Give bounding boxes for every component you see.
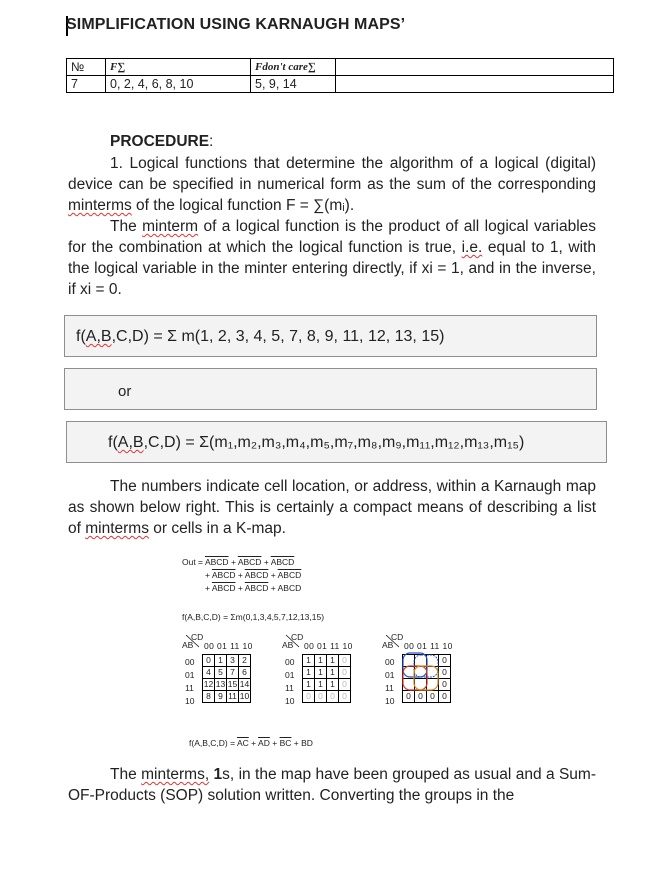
kmap-cell: 8 (203, 691, 215, 703)
term: ABCD (211, 583, 236, 593)
ab-label: AB (382, 640, 394, 650)
p2-text-end: equal to 1, with the logical variable in the minter entering directly, if xi = 1, and in the inverse, if xi = 0. (68, 239, 596, 298)
procedure-heading (110, 133, 213, 151)
kmap-grid (302, 654, 351, 703)
kmap-cell: 1 (327, 655, 339, 667)
procedure-heading-colon: : (209, 133, 214, 150)
kmap-cell: 0 (439, 691, 451, 703)
kmap-cell: 0 (303, 691, 315, 703)
plus: + (205, 583, 210, 593)
kmap-cell: 0 (339, 667, 351, 679)
p1-text: 1. Logical functions that determine the algorithm of a logical (digital) device can be specified in numerical form as the sum of the corresponding (68, 155, 596, 193)
kmap-cell: 1 (303, 679, 315, 691)
col-label: 01 (317, 641, 328, 651)
kmap-paragraph (68, 476, 596, 539)
row-label: 01 (185, 670, 195, 680)
kmap-cell: 0 (439, 679, 451, 691)
sum-expression: f(A,B,C,D) = Σm(0,1,3,4,5,7,12,13,15) (182, 612, 325, 622)
kmap-cell: 0 (339, 691, 351, 703)
result-expression (189, 738, 313, 748)
kmap-cell: 1 (327, 679, 339, 691)
kmap-cell: 13 (215, 679, 226, 689)
kmap-cell: 1 (315, 655, 327, 667)
kmap-cell: 1 (327, 667, 339, 679)
fx1-post: ,C,D) = Σ m(1, 2, 3, 4, 5, 7, 8, 9, 11, 12, 13, 15) (111, 328, 445, 345)
kmap-cell: 0 (203, 655, 215, 667)
plus: + (270, 570, 276, 580)
row-label: 01 (385, 670, 395, 680)
col-labels (204, 641, 253, 651)
or-box (64, 368, 597, 410)
p1-minterms-word: minterms (68, 197, 132, 214)
col-label: 11 (230, 641, 240, 651)
col-labels (404, 641, 453, 651)
row-label: 10 (285, 696, 295, 706)
p2-text: The (110, 218, 143, 235)
or-text: or (118, 383, 132, 400)
fx2-pre: f( (108, 434, 118, 451)
result-term: BD (301, 738, 313, 748)
kmap-addresses (182, 632, 274, 706)
result-term: $\overline{AD}$ (258, 738, 270, 748)
p2-text-mid: of a logical function is the product of all logical variables for the combination at which the logical function is true, (68, 218, 597, 256)
kmap-cell: 0 (439, 667, 451, 679)
row-label: 01 (285, 670, 295, 680)
plus: + (237, 570, 243, 580)
kmap-cell: 0 (327, 691, 339, 703)
cd-label: CD (291, 632, 304, 642)
result-prefix: f(A,B,C,D) = (189, 738, 236, 748)
term: ABCD (237, 557, 262, 567)
kmap-cell: 1 (315, 679, 327, 691)
kmap-cell: 0 (415, 691, 427, 703)
result-term: $\overline{AC}$ (236, 738, 249, 748)
plus: + (293, 738, 299, 748)
out-expression-line-2 (205, 570, 301, 580)
p2-minterm-word: minterm (142, 218, 199, 235)
fx2-post: ,C,D) = Σ(m₁,m₂,m₃,m₄,m₅,m₇,m₈,m₉,m₁₁,m₁₂,m₁₃,m₁₅) (143, 434, 525, 451)
diagonal-line (285, 632, 304, 648)
table-header-cell: № (67, 59, 106, 76)
page-title: SIMPLIFICATION USING KARNAUGH MAPS’ (66, 16, 406, 33)
kmap-cell: 12 (203, 679, 214, 689)
kmap-cell: 0 (403, 691, 415, 703)
col-label: 10 (242, 641, 253, 651)
plus: + (251, 738, 257, 748)
row-label: 10 (185, 696, 195, 706)
table-row (67, 76, 614, 93)
out-expression-line-1 (182, 557, 294, 567)
fx2-ab: A,B (117, 434, 144, 451)
procedure-heading-text: PROCEDURE (110, 133, 210, 150)
p3-text-end: or cells in a K-map. (148, 520, 286, 537)
p4-text: The (110, 766, 142, 783)
row-label: 11 (385, 683, 394, 693)
row-label: 00 (385, 657, 395, 667)
table-cell: 0, 2, 4, 6, 8, 10 (106, 76, 251, 93)
p4-bold-one: 1 (213, 766, 223, 783)
col-label: 00 (204, 641, 215, 651)
fx1-pre: f( (76, 328, 86, 345)
function-box-2 (66, 421, 607, 463)
table-header-cell: F∑ (106, 59, 251, 76)
ab-label: AB (182, 640, 194, 650)
cd-label: CD (191, 632, 204, 642)
plus: + (237, 583, 243, 593)
row-label: 00 (185, 657, 195, 667)
kmap-cell: 0 (427, 691, 439, 703)
col-label: 00 (404, 641, 415, 651)
kmap-grid (202, 654, 251, 703)
col-label: 01 (217, 641, 228, 651)
procedure-paragraph-2 (68, 216, 596, 300)
kmap-cell: 0 (339, 655, 351, 667)
kmap-cell: 1 (315, 667, 327, 679)
kmap-cell: 4 (203, 667, 215, 679)
cd-label: CD (391, 632, 404, 642)
group-loops (400, 652, 452, 694)
p3-minterms-word: minterms (85, 520, 149, 537)
diagonal-line (385, 632, 404, 648)
sop-paragraph (68, 764, 596, 806)
col-labels (304, 641, 353, 651)
row-label: 00 (285, 657, 295, 667)
function-box-1 (64, 315, 597, 357)
term: ABCD (277, 570, 302, 580)
kmap-cell: 2 (239, 655, 251, 667)
term: ABCD (204, 557, 229, 567)
table-cell (336, 76, 614, 93)
p1-text-end: of the logical function F = ∑(mᵢ). (131, 197, 355, 214)
col-label: 00 (304, 641, 315, 651)
plus: + (205, 570, 210, 580)
kmap-cell: 9 (215, 691, 227, 703)
out-expression-line-3 (205, 583, 301, 593)
plus: + (270, 583, 276, 593)
p4-minterms-word: minterms, (141, 766, 210, 783)
fx1-ab: A,B (85, 328, 112, 345)
diagonal-line (185, 632, 204, 648)
procedure-paragraph-1 (68, 153, 596, 216)
col-label: 01 (417, 641, 428, 651)
col-label: 10 (442, 641, 453, 651)
variant-table (66, 58, 614, 93)
out-prefix: Out = (182, 557, 204, 567)
plus: + (230, 557, 236, 567)
kmap-cell: 1 (303, 655, 315, 667)
kmap-cell: 7 (227, 667, 239, 679)
function-expression-2 (108, 434, 524, 452)
row-label: 10 (385, 696, 395, 706)
table-header-cell (336, 59, 614, 76)
kmap-cell: 5 (215, 667, 227, 679)
p4-text-end: s, in the map have been grouped as usual and a Sum-OF-Products (SOP) solution written. Converting the groups in the (68, 766, 596, 804)
kmap-cell: 1 (215, 655, 227, 667)
function-expression-1 (76, 328, 444, 346)
p2-ie-word: i.e. (461, 239, 483, 256)
kmap-cell: 3 (227, 655, 239, 667)
p3-text: The numbers indicate cell location, or address, within a Karnaugh map as shown below right. This is certainly a compact means of describing a list of (68, 478, 596, 537)
kmap-cell: 10 (239, 691, 250, 701)
term: ABCD (270, 557, 295, 567)
table-header-cell: Fdon't care∑ (251, 59, 336, 76)
table-cell: 5, 9, 14 (251, 76, 336, 93)
kmap-groups (382, 632, 474, 706)
row-label: 11 (185, 683, 194, 693)
term: ABCD (277, 583, 302, 593)
table-cell: 7 (67, 76, 106, 93)
col-label: 10 (342, 641, 353, 651)
kmap-cell: 6 (239, 667, 251, 679)
plus: + (272, 738, 278, 748)
term: ABCD (244, 570, 269, 580)
kmap-cell: 0 (339, 679, 351, 691)
row-label: 11 (285, 683, 294, 693)
term: ABCD (211, 570, 236, 580)
kmap-cell: 0 (439, 655, 451, 667)
kmap-cell: 1 (303, 667, 315, 679)
kmap-cell: 14 (239, 679, 250, 689)
col-label: 11 (330, 641, 340, 651)
kmap-cell: 0 (315, 691, 327, 703)
table-header-row (67, 59, 614, 76)
ab-label: AB (282, 640, 294, 650)
term: ABCD (244, 583, 269, 593)
kmap-cell: 11 (228, 691, 237, 701)
kmap-cell: 15 (227, 679, 238, 689)
col-label: 11 (430, 641, 440, 651)
kmap-values (282, 632, 374, 706)
plus: + (263, 557, 269, 567)
result-term: $\overline{BC}$ (279, 738, 292, 748)
